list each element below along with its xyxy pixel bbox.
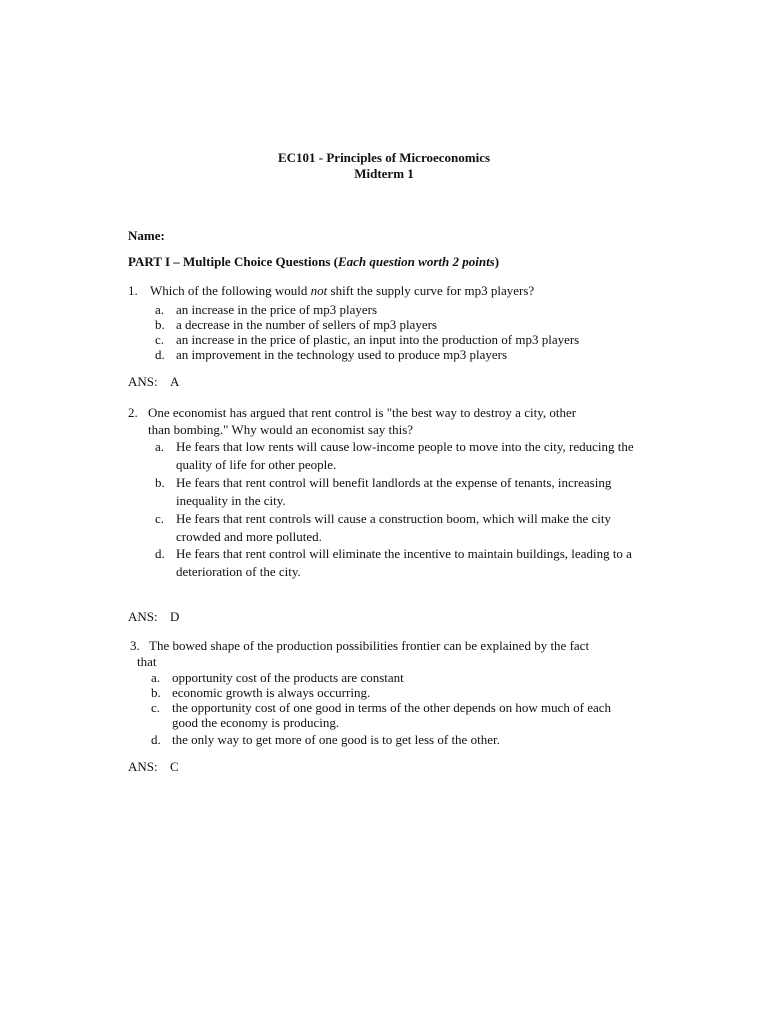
question-2-number: 2. <box>128 405 138 420</box>
option-text: an increase in the price of mp3 players <box>176 302 378 317</box>
option-letter: b. <box>155 475 165 490</box>
option-text: an increase in the price of plastic, an input into the production of mp3 players <box>176 332 580 347</box>
question-2-text-cont: than bombing." Why would an economist say this? <box>148 422 414 437</box>
answer-1 <box>128 374 179 390</box>
option-letter: c. <box>151 700 161 715</box>
option-text: the only way to get more of one good is to get less of the other. <box>172 732 500 747</box>
answer-value: A <box>170 374 180 389</box>
question-1-text-end: shift the supply curve for mp3 players? <box>327 283 535 298</box>
option-letter: c. <box>155 332 165 347</box>
option-text: He fears that low rents will cause low-income people to move into the city, reducing the quality of life for other people. <box>176 439 634 472</box>
option-letter: d. <box>151 732 161 747</box>
question-1-number: 1. <box>128 283 138 298</box>
option-letter: a. <box>151 670 161 685</box>
option-text: He fears that rent control will benefit landlords at the expense of tenants, increasing inequality in the city. <box>176 475 612 508</box>
question-1 <box>128 283 534 298</box>
name-label: Name: <box>128 228 165 243</box>
option-text: a decrease in the number of sellers of mp3 players <box>176 317 437 332</box>
option-letter: d. <box>155 347 165 362</box>
answer-value: C <box>170 759 179 774</box>
option-text: the opportunity cost of one good in terms of the other depends on how much of each good the economy is producing. <box>172 700 612 730</box>
question-3 <box>130 638 589 670</box>
document-subtitle: Midterm 1 <box>354 166 414 181</box>
document-title: EC101 - Principles of Microeconomics <box>277 150 491 165</box>
question-3-number: 3. <box>130 638 140 653</box>
option-letter: d. <box>155 546 165 561</box>
option-letter: a. <box>155 302 165 317</box>
option-text: an improvement in the technology used to produce mp3 players <box>176 347 508 362</box>
option-text: opportunity cost of the products are constant <box>172 670 404 685</box>
part-heading-italic: Each question worth 2 points <box>337 254 495 269</box>
answer-2 <box>128 609 179 625</box>
part-heading <box>128 254 499 270</box>
part-heading-text: PART I – Multiple Choice Questions ( <box>128 254 338 269</box>
question-2-text: One economist has argued that rent control is "the best way to destroy a city, other <box>148 405 577 420</box>
answer-label: ANS: <box>128 759 158 774</box>
option-letter: b. <box>151 685 161 700</box>
question-1-text: Which of the following would <box>150 283 311 298</box>
option-letter: c. <box>155 511 165 526</box>
option-letter: b. <box>155 317 165 332</box>
option-text: He fears that rent control will eliminate the incentive to maintain buildings, leading to a deterioration of the city. <box>176 546 632 579</box>
option-text: He fears that rent controls will cause a construction boom, which will make the city crowded and more polluted. <box>176 511 612 544</box>
question-2 <box>128 404 576 438</box>
answer-3 <box>128 759 179 775</box>
question-3-text: The bowed shape of the production possibilities frontier can be explained by the fact <box>149 638 590 653</box>
question-1-emphasis: not <box>310 283 328 298</box>
answer-value: D <box>170 609 180 624</box>
answer-label: ANS: <box>128 609 158 624</box>
option-text: economic growth is always occurring. <box>172 685 371 700</box>
part-heading-close: ) <box>494 254 500 269</box>
answer-label: ANS: <box>128 374 158 389</box>
option-letter: a. <box>155 439 165 454</box>
question-3-text-cont: that <box>137 654 157 669</box>
